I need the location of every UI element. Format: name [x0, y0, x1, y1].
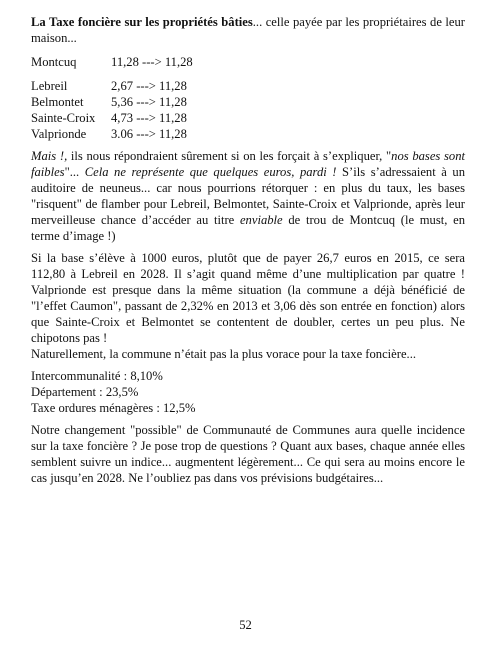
rate-commune: Belmontet — [31, 95, 84, 109]
rate-row — [31, 126, 465, 142]
intro-title: La Taxe foncière sur les propriétés bâties — [31, 15, 253, 29]
rate-value: 2,67 ---> 11,28 — [111, 79, 187, 93]
rate-commune: Valprionde — [31, 127, 87, 141]
mais-text-1: ils nous répondraient sûrement si on les forçait à s’expliquer, " — [67, 149, 392, 163]
other-rate-line: Taxe ordures ménagères : 12,5% — [31, 401, 196, 415]
mais-enviable: enviable — [239, 213, 283, 227]
mais-text-2: "... — [64, 165, 85, 179]
rate-row — [31, 110, 465, 126]
rate-commune: Sainte-Croix — [31, 111, 96, 125]
other-rate-line: Département : 23,5% — [31, 385, 139, 399]
mais-exclamation: Mais !, — [31, 149, 68, 163]
rate-commune: Lebreil — [31, 79, 68, 93]
other-rate-line: Intercommunalité : 8,10% — [31, 369, 163, 383]
mais-italic-sentence: Cela ne représente que quelques euros, pardi ! — [84, 165, 337, 179]
base-paragraph: Si la base s’élève à 1000 euros, plutôt que de payer 26,7 euros en 2015, ce sera 112,80 à Lebreil en 2028. Il s’agit quand même d’une multiplication par quatre ! Valprionde est presque dans la même situation (la commune a déjà bénéficié de "l’effet Caumon", passant de 2,32% en 2013 et 3,06 dès son entrée en fonction) alors que Sainte-Croix et Belmontet se contentent de doubler, certes un peu plus. Ne chipotons pas ! — [31, 251, 465, 345]
mais-text-3: S’ils s’adressaient à un auditoire de neuneus... car nous pourrions rétorquer : en plus du taux, les bases "risquent" de flamber pour Lebreil, Belmontet, Sainte-Croix et Valprionde, après leur merveilleuse chance d’accéder au titre — [31, 165, 465, 227]
mais-paragraph — [31, 148, 465, 244]
page-body — [31, 14, 465, 486]
rate-row-montcuq — [31, 54, 465, 70]
mais-text-4: de trou de Montcuq (le must, en terme d’image !) — [31, 213, 465, 243]
rate-commune: Montcuq — [31, 55, 77, 69]
rate-value: 11,28 ---> 11,28 — [111, 55, 193, 69]
rate-value: 4,73 ---> 11,28 — [111, 111, 187, 125]
page-number: 52 — [239, 618, 252, 632]
rate-row — [31, 78, 465, 94]
rate-value: 3.06 ---> 11,28 — [111, 127, 187, 141]
natural-paragraph: Naturellement, la commune n’était pas la plus vorace pour la taxe foncière... — [31, 347, 417, 361]
rate-row — [31, 94, 465, 110]
intro-paragraph — [31, 14, 465, 46]
rate-value: 5,36 ---> 11,28 — [111, 95, 187, 109]
mais-quote: nos bases sont faibles — [31, 149, 465, 179]
final-paragraph: Notre changement "possible" de Communauté de Communes aura quelle incidence sur la taxe foncière ? Je pose trop de questions ? Quant aux bases, chaque année elles semblent suivre un indice... augmentent légèrement... Ce qui sera au moins encore le cas jusqu’en 2028. Ne l’oubliez pas dans vos prévisions budgétaires... — [31, 423, 465, 485]
intro-rest: ... celle payée par les propriétaires de leur maison... — [31, 15, 466, 45]
